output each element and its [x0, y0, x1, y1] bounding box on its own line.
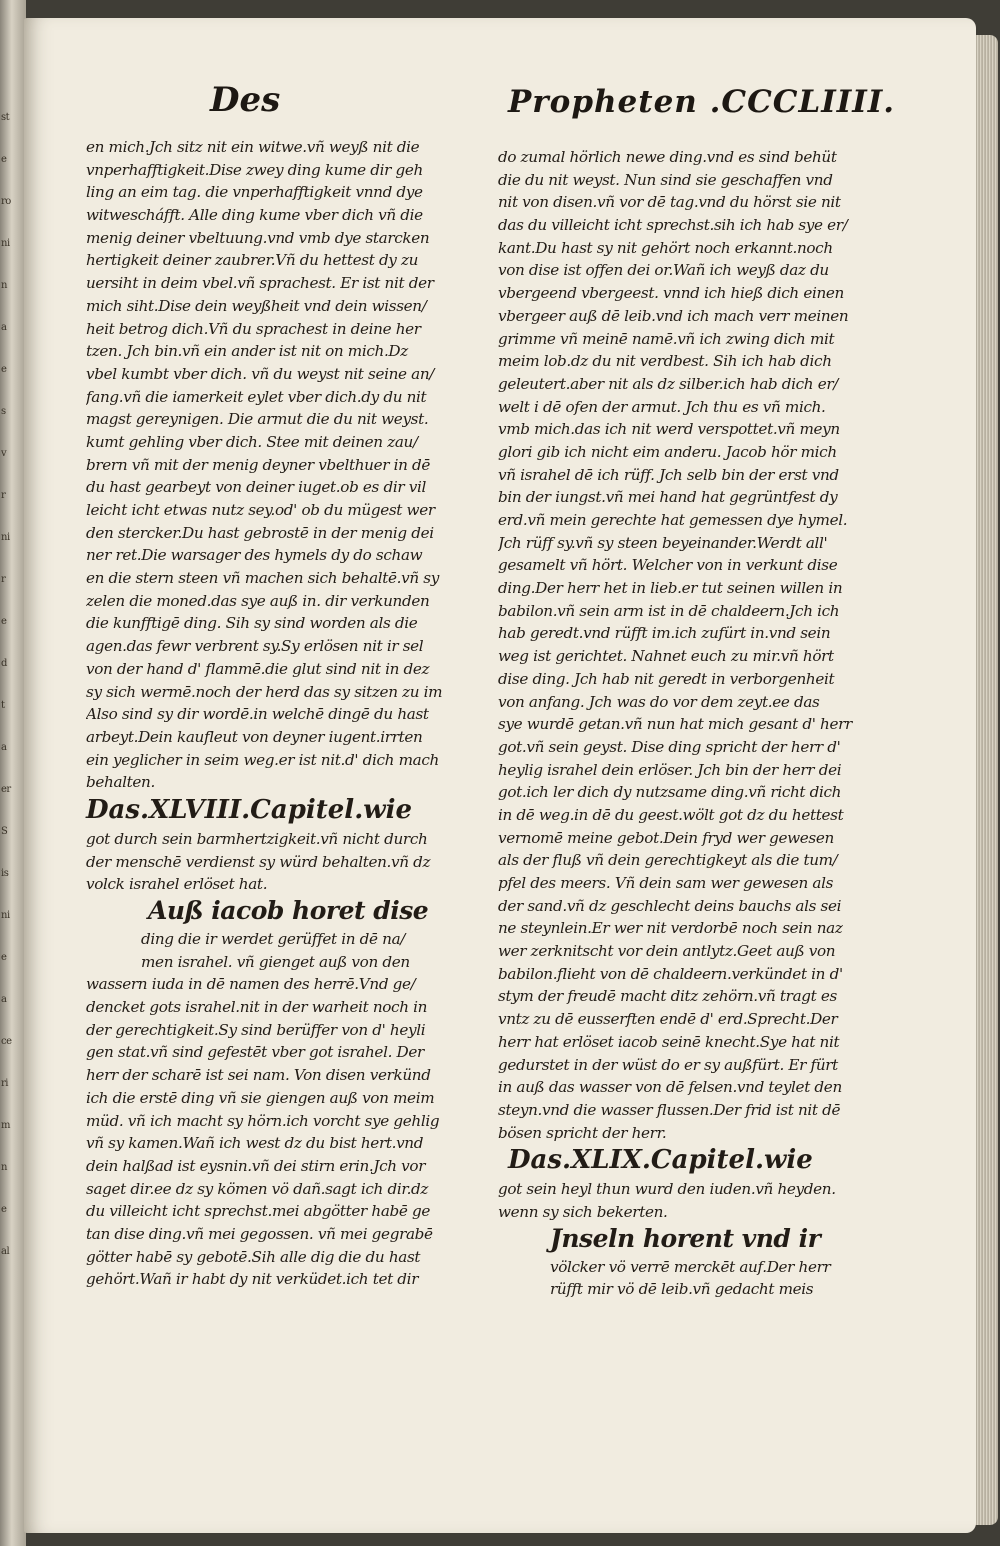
text-line: pfel des meers. Vñ dein sam wer gewesen als	[498, 874, 834, 892]
text-line: Also sind sy dir wordē.in welchē dingē du hast	[86, 705, 429, 724]
text-line: kumt gehling vber dich. Stee mit deinen zau/	[86, 432, 418, 451]
margin-fragment: st	[1, 112, 10, 123]
text-line: sye wurdē getan.vñ nun hat mich gesant d' herr	[498, 715, 852, 734]
margin-fragment: n	[1, 1162, 7, 1173]
text-line: got.ich ler dich dy nutzsame ding.vñ richt dich	[498, 783, 842, 802]
text-line: götter habē sy gebotē.Sih alle dig die du hast	[86, 1247, 421, 1266]
margin-fragment: is	[1, 868, 9, 879]
text-line: geleutert.aber nit als dz silber.ich hab dich er/	[498, 374, 839, 393]
text-line: uersiht in deim vbel.vñ sprachest. Er ist nit der	[86, 274, 434, 293]
margin-fragment: n	[1, 280, 7, 291]
running-head-right: Propheten .CCCLIIII.	[508, 84, 896, 120]
text-line: vñ israhel dē ich rüff. Jch selb bin der erst vnd	[498, 465, 839, 484]
right-indented-lines	[498, 1256, 858, 1301]
text-line: magst gereynigen. Die armut die du nit weyst.	[86, 410, 429, 429]
text-line: müd. vñ ich macht sy hörn.ich vorcht sye gehlig	[86, 1111, 440, 1130]
text-line: in dē weg.in dē du geest.wölt got dz du hettest	[498, 805, 844, 824]
text-line: en mich.Jch sitz nit ein witwe.vñ weyß nit die	[86, 138, 420, 156]
margin-fragment: ro	[1, 196, 11, 207]
text-line: vmb mich.das ich nit werd verspottet.vñ meyn	[498, 420, 840, 439]
text-line: steyn.vnd die wasser flussen.Der frid ist nit dē	[498, 1100, 841, 1119]
text-line: hab geredt.vnd rüfft im.ich zufürt in.vnd sein	[498, 624, 831, 643]
margin-fragment: m	[1, 1120, 10, 1131]
text-line: ich die erstē ding vñ sie giengen auß von meim	[86, 1088, 435, 1107]
margin-fragment: al	[1, 1246, 10, 1257]
text-line: tan dise ding.vñ mei gegossen. vñ mei gegrabē	[86, 1224, 433, 1243]
text-line: ling an eim tag. die vnperhafftigkeit vnnd dye	[86, 183, 423, 202]
text-line: den stercker.Du hast gebrostē in der menig dei	[86, 523, 434, 542]
text-line: wer zerknitscht vor dein antlytz.Geet auß von	[498, 942, 836, 961]
text-line: vntz zu dē eusserften endē d' erd.Sprecht.Der	[498, 1010, 838, 1029]
text-line: wassern iuda in dē namen des herrē.Vnd ge/	[86, 975, 416, 994]
text-line: leicht icht etwas nutz sey.od' ob du mügest wer	[86, 501, 435, 519]
margin-fragment: a	[1, 994, 7, 1005]
text-line: völcker vö verrē merckēt auf.Der herr	[550, 1257, 831, 1276]
margin-fragment: e	[1, 952, 7, 963]
text-line: got sein heyl thun wurd den iuden.vñ heyden.	[498, 1180, 836, 1199]
margin-fragment: v	[1, 448, 7, 459]
text-line: nit von disen.vñ vor dē tag.vnd du hörst sie nit	[498, 193, 841, 212]
text-line: grimme vñ meinē namē.vñ ich zwing dich mit	[498, 329, 835, 348]
text-line: herr hat erlöset iacob seinē knecht.Sye hat nit	[498, 1032, 840, 1051]
text-line: vbergeend vbergeest. vnnd ich hieß dich einen	[498, 284, 844, 303]
text-line: der menschē verdienst sy würd behalten.vñ dz	[86, 852, 431, 871]
text-line: du hast gearbeyt von deiner iuget.ob es dir vil	[86, 478, 426, 497]
text-line: ne steynlein.Er wer nit verdorbē noch sein naz	[498, 919, 843, 938]
text-line: ner ret.Die warsager des hymels dy do schaw	[86, 546, 423, 565]
text-line: gedurstet in der wüst do er sy außfürt. Er fürt	[498, 1055, 838, 1074]
text-line: gesamelt vñ hört. Welcher von in verkunt dise	[498, 556, 838, 575]
running-head-left: Des	[210, 80, 281, 120]
margin-fragment: S	[1, 826, 8, 837]
margin-fragment: a	[1, 742, 7, 753]
text-line: agen.das fewr verbrent sy.Sy erlösen nit ir sel	[86, 637, 424, 656]
chapter-heading-49: Das.XLIX.Capitel.wie	[508, 1145, 813, 1176]
text-line: die du nit weyst. Nun sind sie geschaffen vnd	[498, 170, 833, 189]
margin-fragment: e	[1, 616, 7, 627]
facing-page-edge	[0, 0, 26, 1546]
right-text-column	[498, 146, 858, 1301]
margin-fragment: ce	[1, 1036, 12, 1047]
text-line: tzen. Jch bin.vñ ein ander ist nit on mich.Dz	[86, 342, 408, 361]
text-line: zelen die moned.das sye auß in. dir verkunden	[86, 591, 430, 610]
text-line: wenn sy sich bekerten.	[498, 1202, 668, 1221]
text-line: got.vñ sein geyst. Dise ding spricht der herr d'	[498, 737, 841, 756]
text-line: witwescháfft. Alle ding kume vber dich vñ die	[86, 206, 423, 225]
text-line: von anfang. Jch was do vor dem zeyt.ee das	[498, 692, 820, 711]
margin-fragment: ri	[1, 1078, 8, 1089]
text-line: in auß das wasser von dē felsen.vnd teylet den	[498, 1078, 842, 1097]
text-line: mich siht.Dise dein weyßheit vnd dein wissen/	[86, 296, 427, 315]
text-line: von der hand d' flammē.die glut sind nit in dez	[86, 659, 430, 678]
text-line: gen stat.vñ sind gefestēt vber got israhel. Der	[86, 1043, 424, 1062]
text-line: sy sich wermē.noch der herd das sy sitzen zu im	[86, 682, 443, 701]
text-line: ein yeglicher in seim weg.er ist nit.d' dich mach	[86, 750, 439, 769]
text-line: als der fluß vñ dein gerechtigkeyt als die tum/	[498, 851, 838, 870]
margin-fragment: r	[1, 574, 6, 585]
text-line: der gerechtigkeit.Sy sind berüffer von d' heyli	[86, 1020, 426, 1039]
text-line: got durch sein barmhertzigkeit.vñ nicht durch	[86, 829, 428, 848]
right-paragraph-a	[498, 146, 858, 1144]
text-line: die kunfftigē ding. Sih sy sind worden als die	[86, 614, 418, 633]
text-line: rüfft mir vö dē leib.vñ gedacht meis	[550, 1280, 814, 1299]
text-line: kant.Du hast sy nit gehört noch erkannt.noch	[498, 238, 833, 257]
right-chapter-summary	[498, 1178, 858, 1223]
text-line: das du villeicht icht sprechst.sih ich hab sye er/	[498, 216, 848, 235]
margin-fragment: r	[1, 490, 6, 501]
left-paragraph-a	[86, 136, 448, 794]
text-line: heylig israhel dein erlöser. Jch bin der herr dei	[498, 760, 842, 779]
text-line: behalten.	[86, 773, 155, 792]
text-line: vernomē meine gebot.Dein fryd wer gewesen	[498, 828, 834, 847]
margin-fragment: d	[1, 658, 7, 669]
margin-fragment: a	[1, 322, 7, 333]
margin-fragment: ni	[1, 910, 10, 921]
margin-fragment: ni	[1, 238, 10, 249]
text-line: herr der scharē ist sei nam. Von disen verkünd	[86, 1066, 431, 1085]
text-line: vnperhafftigkeit.Dise zwey ding kume dir geh	[86, 160, 423, 179]
left-chapter-summary	[86, 828, 448, 896]
text-line: der sand.vñ dz geschlecht deins bauchs als sei	[498, 896, 842, 915]
text-line: Jch rüff sy.vñ sy steen beyeinander.Werdt all'	[498, 533, 828, 552]
text-line: welt i dē ofen der armut. Jch thu es vñ mich.	[498, 397, 826, 416]
text-line: do zumal hörlich newe ding.vnd es sind behüt	[498, 148, 837, 166]
margin-fragment: e	[1, 364, 7, 375]
text-line: glori gib ich nicht eim anderu. Jacob hör mich	[498, 442, 837, 461]
text-line: von dise ist offen dei or.Wañ ich weyß daz du	[498, 261, 829, 280]
margin-fragment: ni	[1, 532, 10, 543]
chapter-incipit-49: Jnseln horent vnd ir	[550, 1223, 821, 1253]
text-line: arbeyt.Dein kaufleut von deyner iugent.irrten	[86, 727, 423, 746]
margin-fragment: e	[1, 1204, 7, 1215]
text-line: vbergeer auß dē leib.vnd ich mach verr meinen	[498, 306, 849, 325]
text-line: weg ist gerichtet. Nahnet euch zu mir.vñ hört	[498, 647, 834, 666]
chapter-heading-48: Das.XLVIII.Capitel.wie	[86, 794, 413, 825]
text-line: hertigkeit deiner zaubrer.Vñ du hettest dy zu	[86, 251, 419, 270]
text-line: menig deiner vbeltuung.vnd vmb dye starcken	[86, 228, 430, 247]
text-line: stym der freudē macht ditz zehörn.vñ tragt es	[498, 987, 837, 1006]
margin-fragment: t	[1, 700, 5, 711]
text-line: en die stern steen vñ machen sich behaltē.vñ sy	[86, 569, 439, 588]
text-line: gehört.Wañ ir habt dy nit verküdet.ich tet dir	[86, 1270, 419, 1289]
text-line: dencket gots israhel.nit in der warheit noch in	[86, 998, 428, 1017]
facing-page-text-fragments	[1, 110, 23, 1310]
text-line: erd.vñ mein gerechte hat gemessen dye hymel.	[498, 511, 848, 529]
text-line: brern vñ mit der menig deyner vbelthuer in dē	[86, 455, 431, 474]
left-paragraph-d	[86, 973, 448, 1291]
margin-fragment: er	[1, 784, 11, 795]
text-line: ding.Der herr het in lieb.er tut seinen willen in	[498, 579, 843, 598]
text-line: bösen spricht der herr.	[498, 1123, 667, 1142]
text-line: dein halßad ist eysnin.vñ dei stirn erin.Jch vor	[86, 1156, 426, 1175]
text-line: volck israhel erlöset hat.	[86, 875, 268, 894]
text-line: fang.vñ die iamerkeit eylet vber dich.dy du nit	[86, 387, 427, 406]
text-line: vñ sy kamen.Wañ ich west dz du bist hert.vnd	[86, 1134, 424, 1153]
text-line: babilon.flieht von dē chaldeern.verkündet in d'	[498, 964, 843, 983]
text-line: ding die ir werdet gerüffet in dē na/	[141, 930, 406, 948]
text-line: men israhel. vñ gienget auß von den	[141, 952, 410, 971]
text-line: meim lob.dz du nit verdbest. Sih ich hab dich	[498, 352, 832, 371]
text-line: bin der iungst.vñ mei hand hat gegrüntfest dy	[498, 488, 838, 507]
chapter-incipit-48: Auß iacob horet dise	[148, 896, 429, 925]
margin-fragment: s	[1, 406, 6, 417]
text-line: dise ding. Jch hab nit geredt in verborgenheit	[498, 669, 835, 688]
text-line: saget dir.ee dz sy kömen vö dañ.sagt ich dir.dz	[86, 1179, 429, 1198]
text-line: babilon.vñ sein arm ist in dē chaldeern.Jch ich	[498, 601, 840, 620]
text-line: vbel kumbt vber dich. vñ du weyst nit seine an/	[86, 364, 435, 383]
left-indented-lines	[86, 928, 448, 973]
text-line: du villeicht icht sprechst.mei abgötter habē ge	[86, 1202, 431, 1221]
margin-fragment: e	[1, 154, 7, 165]
left-text-column	[86, 136, 448, 1291]
text-line: heit betrog dich.Vñ du sprachest in deine her	[86, 319, 421, 338]
